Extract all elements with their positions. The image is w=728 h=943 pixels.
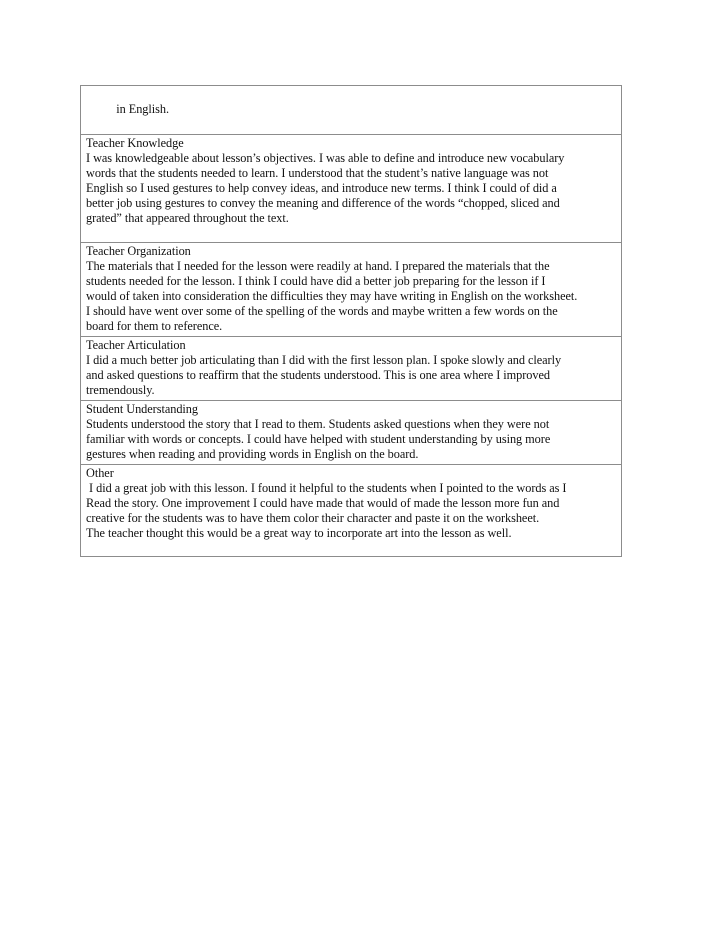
table-cell (81, 337, 622, 401)
table-cell (81, 401, 622, 465)
cell-body-text (86, 481, 617, 541)
text-line: The teacher thought this would be a great way to incorporate art into the lesson as well. (86, 526, 512, 540)
text-line: board for them to reference. (86, 319, 223, 333)
text-line: Read the story. One improvement I could have made that would of made the lesson more fun and (86, 496, 560, 510)
text-line: students needed for the lesson. I think I could have did a better job preparing for the lesson if I (86, 274, 546, 288)
text-line: The materials that I needed for the lesson were readily at hand. I prepared the materials that the (86, 259, 550, 273)
table-row-continuation (81, 86, 622, 135)
cell-body-text (86, 151, 617, 226)
text-line: would of taken into consideration the difficulties they may have writing in English on the worksheet. (86, 289, 578, 303)
table-cell (81, 243, 622, 337)
table-row-other (81, 465, 622, 557)
cell-body-text (86, 353, 617, 398)
table-cell (81, 86, 622, 135)
section-heading: Other (86, 466, 114, 480)
text-line: English so I used gestures to help convey ideas, and introduce new terms. I think I could of did a (86, 181, 557, 195)
section-heading: Teacher Articulation (86, 338, 186, 352)
cell-body-text (86, 87, 617, 132)
text-line: tremendously. (86, 383, 155, 397)
table-row-teacher-knowledge (81, 135, 622, 243)
text-line: better job using gestures to convey the meaning and difference of the words “chopped, sliced and (86, 196, 560, 210)
table-row-teacher-organization (81, 243, 622, 337)
text-line: gestures when reading and providing words in English on the board. (86, 447, 419, 461)
text-line: I should have went over some of the spelling of the words and maybe written a few words on the (86, 304, 558, 318)
table-cell (81, 465, 622, 557)
text-line: I did a much better job articulating than I did with the first lesson plan. I spoke slowly and clearly (86, 353, 562, 367)
lesson-reflection-table (80, 85, 622, 557)
text-line: I did a great job with this lesson. I found it helpful to the students when I pointed to the words as I (86, 481, 567, 495)
text-line: Students understood the story that I read to them. Students asked questions when they were not (86, 417, 550, 431)
text-line: grated” that appeared throughout the text. (86, 211, 289, 225)
table-cell (81, 135, 622, 243)
section-heading: Teacher Organization (86, 244, 191, 258)
section-heading: Student Understanding (86, 402, 198, 416)
table-row-teacher-articulation (81, 337, 622, 401)
text-line: and asked questions to reaffirm that the students understood. This is one area where I improved (86, 368, 551, 382)
cell-body-text (86, 417, 617, 462)
text-line: creative for the students was to have them color their character and paste it on the worksheet. (86, 511, 540, 525)
text-line: in English. (116, 102, 169, 116)
section-heading: Teacher Knowledge (86, 136, 184, 150)
cell-body-text (86, 259, 617, 334)
text-line: I was knowledgeable about lesson’s objectives. I was able to define and introduce new vocabulary (86, 151, 565, 165)
text-line: familiar with words or concepts. I could have helped with student understanding by using more (86, 432, 551, 446)
table-row-student-understanding (81, 401, 622, 465)
text-line: words that the students needed to learn. I understood that the student’s native language was not (86, 166, 549, 180)
